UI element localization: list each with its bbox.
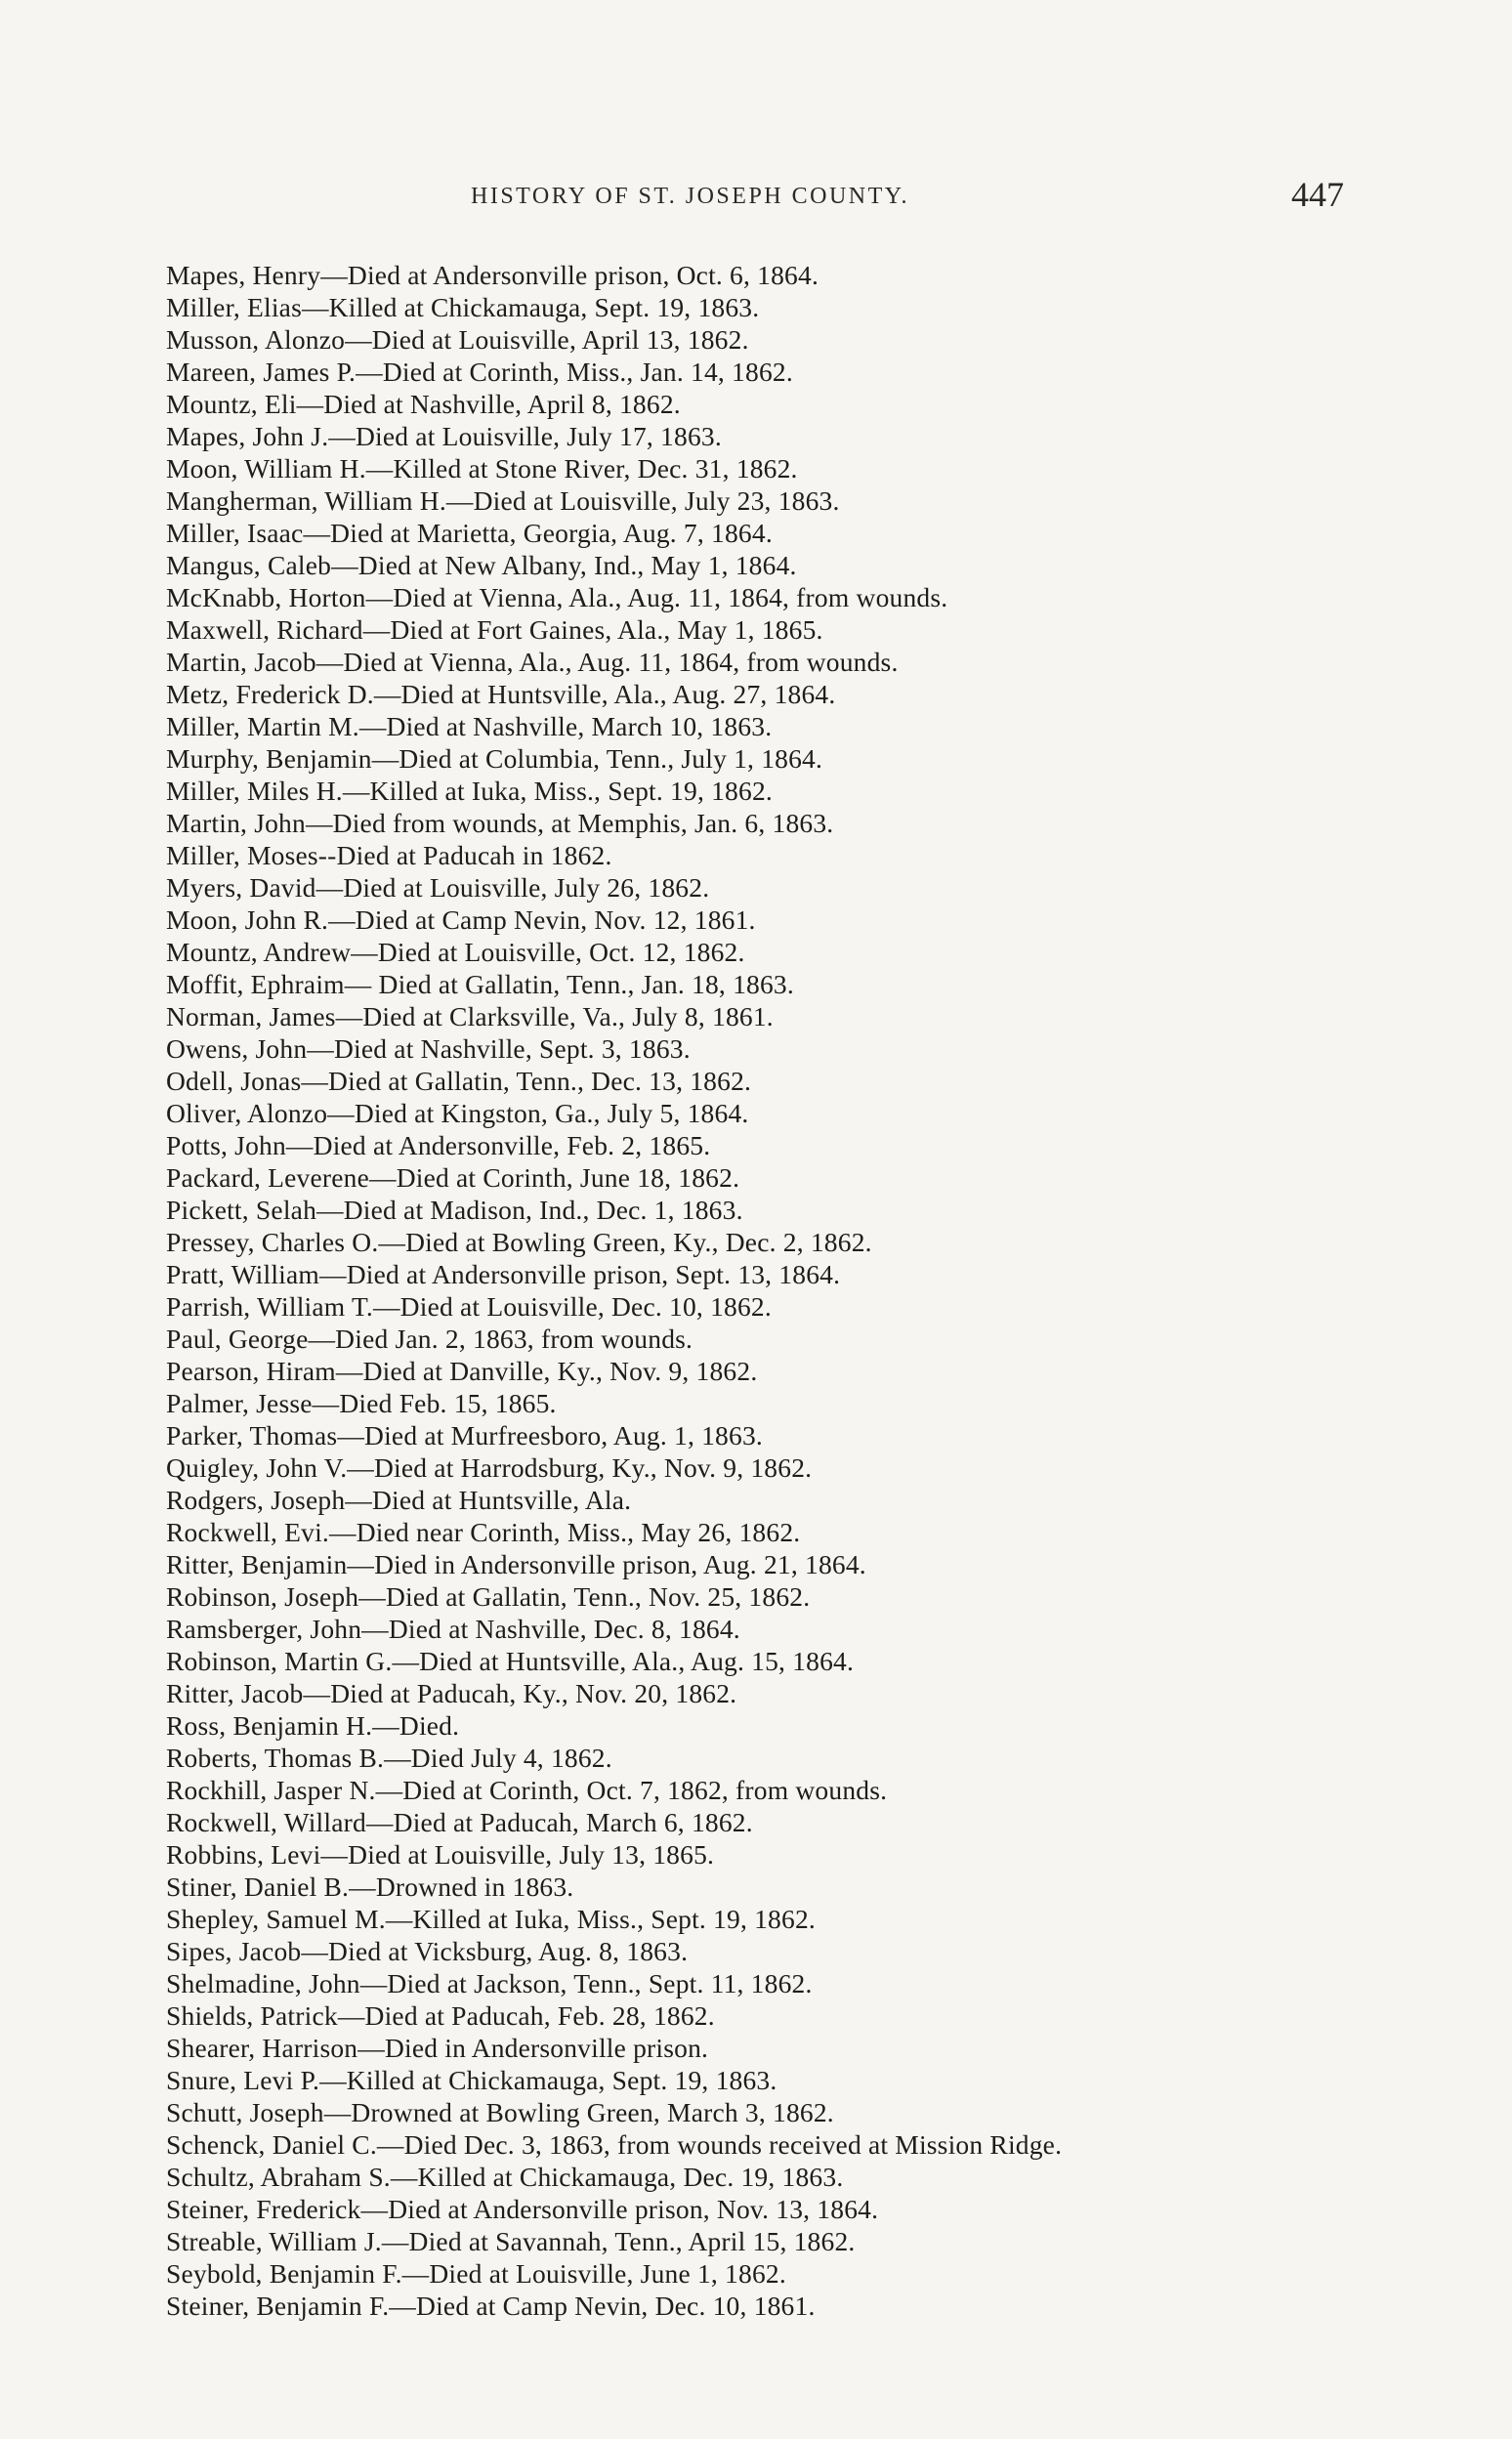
- roster-entry: Moffit, Ephraim— Died at Gallatin, Tenn., Jan. 18, 1863.: [166, 969, 794, 999]
- roster-entry: Mangherman, William H.—Died at Louisville, July 23, 1863.: [166, 485, 840, 516]
- roster-entry: Sipes, Jacob—Died at Vicksburg, Aug. 8, 1863.: [166, 1936, 689, 1966]
- roster-entry: Maxwell, Richard—Died at Fort Gaines, Ala., May 1, 1865.: [166, 614, 823, 645]
- roster-entry: Mareen, James P.—Died at Corinth, Miss., Jan. 14, 1862.: [166, 357, 793, 387]
- roster-entry: Miller, Miles H.—Killed at Iuka, Miss., Sept. 19, 1862.: [166, 776, 773, 806]
- roster-entry: Owens, John—Died at Nashville, Sept. 3, 1863.: [166, 1033, 691, 1064]
- roster-entry: Robinson, Joseph—Died at Gallatin, Tenn., Nov. 25, 1862.: [166, 1581, 811, 1612]
- roster-entry: Mapes, John J.—Died at Louisville, July 17, 1863.: [166, 421, 722, 451]
- roster-entry: Schenck, Daniel C.—Died Dec. 3, 1863, from wounds received at Mission Ridge.: [166, 2129, 1063, 2160]
- roster-entry: Parker, Thomas—Died at Murfreesboro, Aug. 1, 1863.: [166, 1420, 763, 1451]
- roster-entry: Pressey, Charles O.—Died at Bowling Green, Ky., Dec. 2, 1862.: [166, 1227, 872, 1257]
- roster-entry: Odell, Jonas—Died at Gallatin, Tenn., Dec. 13, 1862.: [166, 1066, 752, 1096]
- roster-entry: Ramsberger, John—Died at Nashville, Dec. 8, 1864.: [166, 1614, 740, 1644]
- roster-entry: Streable, William J.—Died at Savannah, Tenn., April 15, 1862.: [166, 2226, 856, 2256]
- roster-entry: Ritter, Jacob—Died at Paducah, Ky., Nov. 20, 1862.: [166, 1678, 737, 1708]
- roster-entry: Schultz, Abraham S.—Killed at Chickamauga, Dec. 19, 1863.: [166, 2162, 844, 2192]
- roster-list: [166, 259, 1367, 2322]
- roster-entry: Moon, John R.—Died at Camp Nevin, Nov. 12, 1861.: [166, 904, 756, 935]
- roster-entry: Ross, Benjamin H.—Died.: [166, 1710, 460, 1741]
- roster-entry: Martin, Jacob—Died at Vienna, Ala., Aug. 11, 1864, from wounds.: [166, 647, 899, 677]
- roster-entry: Metz, Frederick D.—Died at Huntsville, Ala., Aug. 27, 1864.: [166, 679, 836, 709]
- roster-entry: Mountz, Eli—Died at Nashville, April 8, 1862.: [166, 389, 681, 419]
- roster-entry: Miller, Martin M.—Died at Nashville, March 10, 1863.: [166, 711, 773, 741]
- page-number: 447: [1291, 175, 1344, 214]
- roster-entry: Stiner, Daniel B.—Drowned in 1863.: [166, 1871, 574, 1902]
- roster-entry: Rockwell, Willard—Died at Paducah, March 6, 1862.: [166, 1807, 753, 1837]
- roster-entry: Shearer, Harrison—Died in Andersonville prison.: [166, 2033, 709, 2063]
- roster-entry: Miller, Moses--Died at Paducah in 1862.: [166, 840, 612, 870]
- roster-entry: Robinson, Martin G.—Died at Huntsville, Ala., Aug. 15, 1864.: [166, 1646, 855, 1676]
- roster-entry: Pickett, Selah—Died at Madison, Ind., Dec. 1, 1863.: [166, 1195, 743, 1225]
- roster-entry: Pearson, Hiram—Died at Danville, Ky., Nov. 9, 1862.: [166, 1356, 758, 1386]
- roster-entry: Oliver, Alonzo—Died at Kingston, Ga., July 5, 1864.: [166, 1098, 749, 1128]
- roster-entry: Parrish, William T.—Died at Louisville, Dec. 10, 1862.: [166, 1291, 772, 1322]
- roster-entry: McKnabb, Horton—Died at Vienna, Ala., Aug. 11, 1864, from wounds.: [166, 582, 948, 612]
- roster-entry: Miller, Elias—Killed at Chickamauga, Sept. 19, 1863.: [166, 292, 760, 322]
- roster-entry: Rodgers, Joseph—Died at Huntsville, Ala.: [166, 1485, 632, 1515]
- roster-entry: Seybold, Benjamin F.—Died at Louisville, June 1, 1862.: [166, 2258, 786, 2289]
- roster-entry: Ritter, Benjamin—Died in Andersonville prison, Aug. 21, 1864.: [166, 1549, 866, 1579]
- roster-entry: Steiner, Benjamin F.—Died at Camp Nevin, Dec. 10, 1861.: [166, 2291, 816, 2321]
- roster-entry: Murphy, Benjamin—Died at Columbia, Tenn., July 1, 1864.: [166, 743, 823, 774]
- roster-entry: Mangus, Caleb—Died at New Albany, Ind., May 1, 1864.: [166, 550, 797, 580]
- roster-entry: Martin, John—Died from wounds, at Memphis, Jan. 6, 1863.: [166, 808, 834, 838]
- roster-entry: Mountz, Andrew—Died at Louisville, Oct. 12, 1862.: [166, 937, 745, 967]
- roster-entry: Miller, Isaac—Died at Marietta, Georgia, Aug. 7, 1864.: [166, 518, 773, 548]
- roster-entry: Moon, William H.—Killed at Stone River, Dec. 31, 1862.: [166, 453, 798, 484]
- running-head: HISTORY OF ST. JOSEPH COUNTY.: [471, 184, 910, 209]
- roster-entry: Musson, Alonzo—Died at Louisville, April 13, 1862.: [166, 324, 749, 355]
- roster-entry: Mapes, Henry—Died at Andersonville prison, Oct. 6, 1864.: [166, 260, 819, 290]
- roster-entry: Shelmadine, John—Died at Jackson, Tenn., Sept. 11, 1862.: [166, 1968, 813, 1998]
- roster-entry: Steiner, Frederick—Died at Andersonville prison, Nov. 13, 1864.: [166, 2194, 879, 2224]
- roster-entry: Shields, Patrick—Died at Paducah, Feb. 28, 1862.: [166, 2000, 715, 2031]
- roster-entry: Paul, George—Died Jan. 2, 1863, from wounds.: [166, 1324, 693, 1354]
- roster-entry: Rockwell, Evi.—Died near Corinth, Miss., May 26, 1862.: [166, 1517, 801, 1547]
- page-header: [0, 174, 1512, 223]
- roster-entry: Packard, Leverene—Died at Corinth, June 18, 1862.: [166, 1162, 740, 1193]
- roster-entry: Schutt, Joseph—Drowned at Bowling Green, March 3, 1862.: [166, 2097, 834, 2127]
- roster-entry: Norman, James—Died at Clarksville, Va., July 8, 1861.: [166, 1001, 774, 1031]
- roster-entry: Shepley, Samuel M.—Killed at Iuka, Miss., Sept. 19, 1862.: [166, 1904, 816, 1934]
- roster-entry: Myers, David—Died at Louisville, July 26, 1862.: [166, 872, 710, 903]
- roster-entry: Robbins, Levi—Died at Louisville, July 13, 1865.: [166, 1839, 715, 1870]
- roster-entry: Quigley, John V.—Died at Harrodsburg, Ky., Nov. 9, 1862.: [166, 1452, 813, 1483]
- roster-entry: Rockhill, Jasper N.—Died at Corinth, Oct. 7, 1862, from wounds.: [166, 1775, 888, 1805]
- roster-entry: Roberts, Thomas B.—Died July 4, 1862.: [166, 1743, 612, 1773]
- roster-entry: Snure, Levi P.—Killed at Chickamauga, Sept. 19, 1863.: [166, 2065, 777, 2095]
- roster-entry: Potts, John—Died at Andersonville, Feb. 2, 1865.: [166, 1130, 711, 1160]
- roster-entry: Palmer, Jesse—Died Feb. 15, 1865.: [166, 1388, 557, 1418]
- roster-entry: Pratt, William—Died at Andersonville prison, Sept. 13, 1864.: [166, 1259, 841, 1289]
